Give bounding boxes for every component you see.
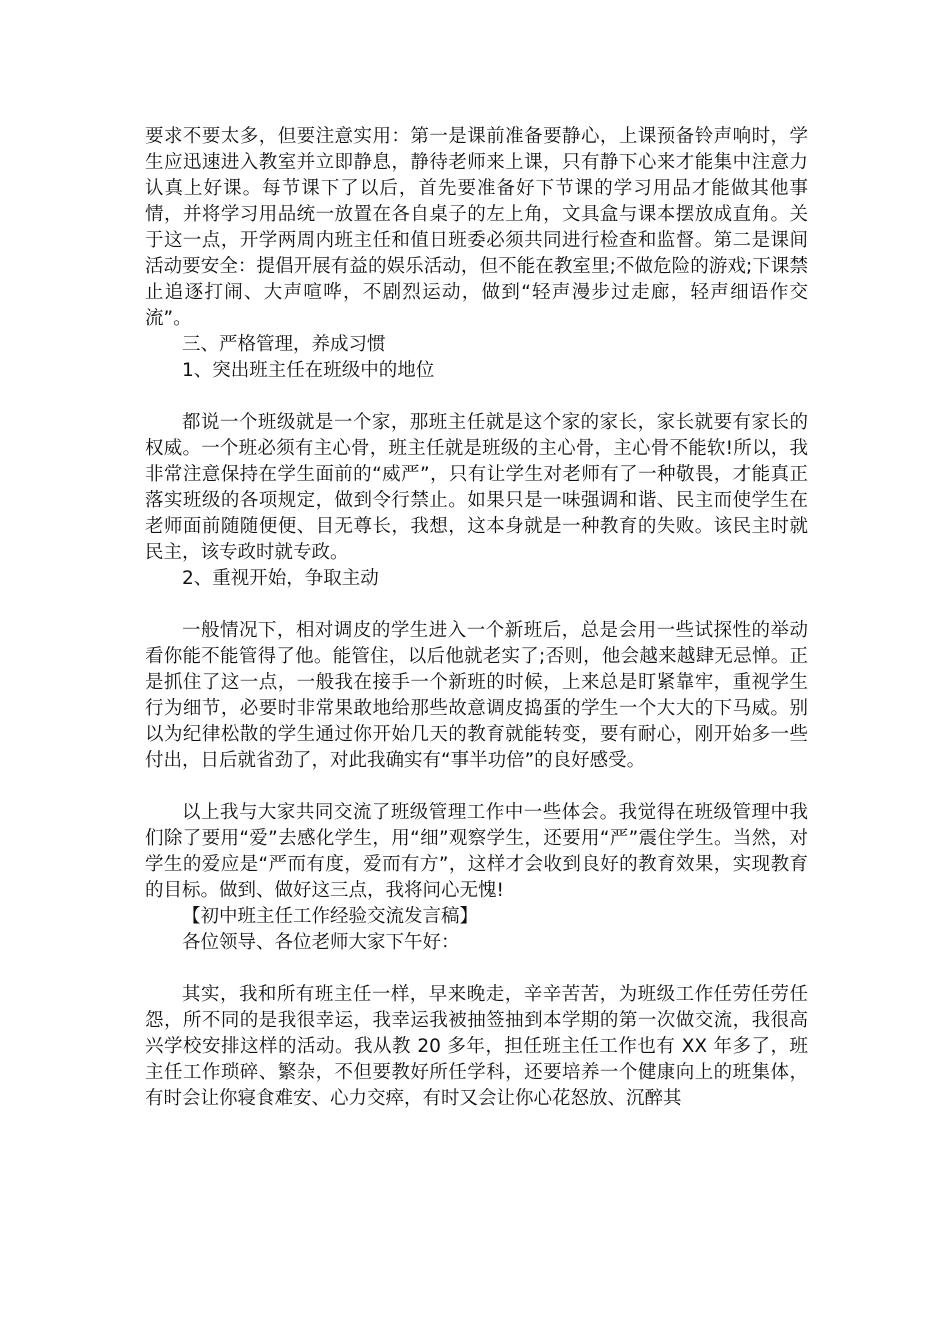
document-page xyxy=(145,124,808,1112)
greeting: 各位领导、各位老师大家下午好： xyxy=(182,932,460,953)
paragraph-summary: 以上我与大家共同交流了班级管理工作中一些体会。我觉得在班级管理中我们除了要用“爱”去感化学生，用“细”观察学生，还要用“严”震住学生。当然，对学生的爱应是“严而有度，爱而有方”，这样才会收到良好的教育效果，实现教育的目标。做到、做好这三点，我将问心无愧! xyxy=(145,802,808,901)
subheading-1: 1、突出班主任在班级中的地位 xyxy=(182,360,435,381)
speech-title: 【初中班主任工作经验交流发言稿】 xyxy=(182,906,479,927)
paragraph-continued: 要求不要太多，但要注意实用：第一是课前准备要静心，上课预备铃声响时，学生应迅速进入教室并立即静息，静待老师来上课，只有静下心来才能集中注意力认真上好课。每节课下了以后，首先要准备好下节课的学习用品才能做其他事情，并将学习用品统一放置在各自桌子的左上角，文具盒与课本摆放成直角。关于这一点，开学两周内班主任和值日班委必须共同进行检查和监督。第二是课间活动要安全：提倡开展有益的娱乐活动，但不能在教室里;不做危险的游戏;下课禁止追逐打闹、大声喧哗，不剧烈运动，做到“轻声漫步过走廊，轻声细语作交流”。 xyxy=(145,126,808,329)
paragraph-initiative: 一般情况下，相对调皮的学生进入一个新班后，总是会用一些试探性的举动看你能不能管得了他。能管住，以后他就老实了;否则，他会越来越肆无忌惮。正是抓住了这一点，一般我在接手一个新班的时候，上来总是盯紧靠牢，重视学生行为细节，必要时非常果敢地给那些故意调皮捣蛋的学生一个大大的下马威。别以为纪律松散的学生通过你开始几天的教育就能转变，要有耐心，刚开始多一些付出，日后就省劲了，对此我确实有“事半功倍”的良好感受。 xyxy=(145,620,808,771)
paragraph-speech-body: 其实，我和所有班主任一样，早来晚走，辛辛苦苦，为班级工作任劳任劳任怨，所不同的是我很幸运，我幸运我被抽签抽到本学期的第一次做交流，我很高兴学校安排这样的活动。我从教 20 多年，担任班主任工作也有 XX 年多了，班主任工作琐碎、繁杂，不但要教好所任学科，还要培养一个健康向上的班集体，有时会让你寝食难安、心力交瘁，有时又会让你心花怒放、沉醉其 xyxy=(145,984,808,1109)
section-heading-3: 三、严格管理，养成习惯 xyxy=(182,334,386,355)
paragraph-authority: 都说一个班级就是一个家，那班主任就是这个家的家长，家长就要有家长的权威。一个班必须有主心骨，班主任就是班级的主心骨，主心骨不能软!所以，我非常注意保持在学生面前的“威严”，只有让学生对老师有了一种敬畏，才能真正落实班级的各项规定，做到令行禁止。如果只是一味强调和谐、民主而使学生在老师面前随随便便、目无尊长，我想，这本身就是一种教育的失败。该民主时就民主，该专政时就专政。 xyxy=(145,412,808,563)
subheading-2: 2、重视开始，争取主动 xyxy=(182,568,379,589)
